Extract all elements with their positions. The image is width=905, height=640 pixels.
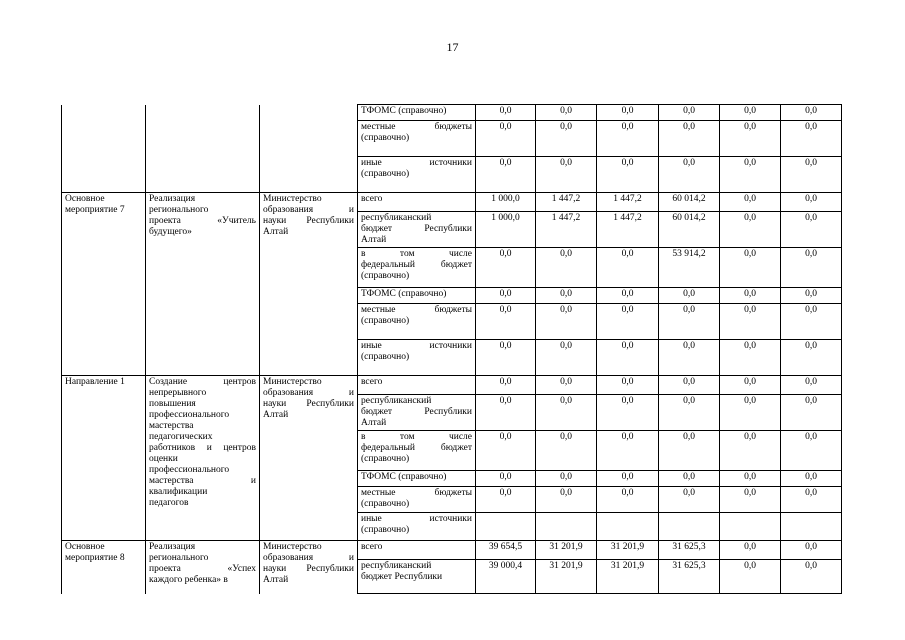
cell-text-line: (справочно) (361, 352, 410, 362)
cell-text-line: квалификации (149, 487, 208, 497)
value-cell: 1 447,2 (536, 193, 597, 212)
value-cell: 0,0 (659, 157, 720, 193)
cell-text-line: всего (361, 377, 383, 387)
value-cell: 0,0 (536, 304, 597, 340)
cell-text-line: местные бюджеты (361, 122, 472, 132)
executor-cell (260, 376, 358, 541)
cell-text-line: мероприятие 7 (65, 205, 125, 215)
value-cell (536, 513, 597, 541)
value-cell: 1 447,2 (597, 212, 659, 248)
cell-text-line: Алтай (263, 410, 289, 420)
value-cell: 0,0 (781, 471, 842, 487)
value-cell: 1 447,2 (597, 193, 659, 212)
value-cell: 0,0 (597, 395, 659, 431)
value-cell: 0,0 (781, 376, 842, 395)
cell-text-line: науки Республики (263, 399, 354, 409)
value-cell: 1 000,0 (476, 212, 536, 248)
cell-text-line: Направление 1 (65, 377, 125, 387)
cell-text-line: Министерство (263, 194, 322, 204)
value-cell: 0,0 (476, 304, 536, 340)
value-cell (781, 513, 842, 541)
value-cell: 0,0 (536, 487, 597, 513)
value-cell: 0,0 (781, 560, 842, 594)
cell-text-line: местные бюджеты (361, 305, 472, 315)
cell-text-line: ТФОМС (справочно) (361, 106, 447, 116)
source-cell (358, 431, 476, 471)
cell-text-line: образования и (263, 388, 354, 398)
value-cell: 31 201,9 (536, 541, 597, 560)
value-cell: 0,0 (597, 105, 659, 121)
cell-text-line: иные источники (361, 158, 472, 168)
cell-text-line: бюджет Республики (361, 224, 472, 234)
value-cell: 0,0 (720, 340, 781, 376)
value-cell: 0,0 (536, 340, 597, 376)
value-cell: 39 000,4 (476, 560, 536, 594)
source-cell (358, 513, 476, 541)
value-cell: 0,0 (781, 487, 842, 513)
cell-text-line: повышения (149, 399, 196, 409)
cell-text-line: ТФОМС (справочно) (361, 289, 447, 299)
cell-text-line: (справочно) (361, 525, 410, 535)
source-cell (358, 288, 476, 304)
cell-text-line: проекта «Успех (149, 564, 256, 574)
value-cell: 0,0 (720, 288, 781, 304)
value-cell: 0,0 (781, 121, 842, 157)
value-cell: 0,0 (720, 248, 781, 288)
value-cell (720, 513, 781, 541)
source-cell (358, 541, 476, 560)
value-cell: 0,0 (781, 395, 842, 431)
value-cell (476, 513, 536, 541)
event-code-cell (62, 541, 146, 594)
cell-text-line: мероприятие 8 (65, 553, 125, 563)
source-cell (358, 395, 476, 431)
value-cell: 0,0 (476, 157, 536, 193)
executor-cell (260, 541, 358, 594)
value-cell: 0,0 (536, 248, 597, 288)
value-cell: 0,0 (536, 288, 597, 304)
cell-text-line: Реализация (149, 194, 196, 204)
cell-text-line: профессионального (149, 465, 230, 475)
cell-text-line: (справочно) (361, 271, 410, 281)
empty-cell (146, 105, 260, 193)
cell-text-line: республиканский (361, 561, 432, 571)
event-name-cell (146, 541, 260, 594)
value-cell: 0,0 (536, 121, 597, 157)
cell-text-line: Алтай (361, 235, 387, 245)
table-row (62, 105, 842, 121)
value-cell: 0,0 (597, 248, 659, 288)
value-cell: 0,0 (781, 157, 842, 193)
cell-text-line: Алтай (361, 418, 387, 428)
value-cell: 0,0 (659, 487, 720, 513)
cell-text-line: федеральный бюджет (361, 443, 472, 453)
empty-cell (62, 105, 146, 193)
value-cell: 0,0 (720, 105, 781, 121)
value-cell: 31 201,9 (536, 560, 597, 594)
value-cell: 0,0 (536, 376, 597, 395)
value-cell: 0,0 (476, 431, 536, 471)
value-cell: 39 654,5 (476, 541, 536, 560)
source-cell (358, 121, 476, 157)
value-cell: 31 201,9 (597, 541, 659, 560)
cell-text-line: Министерство (263, 377, 322, 387)
cell-text-line: науки Республики (263, 216, 354, 226)
table-row (62, 193, 842, 212)
table-row (62, 376, 842, 395)
cell-text-line: республиканский (361, 396, 432, 406)
cell-text-line: каждого ребенка» в (149, 575, 228, 585)
cell-text-line: образования и (263, 205, 354, 215)
value-cell: 0,0 (476, 121, 536, 157)
cell-text-line: (справочно) (361, 454, 410, 464)
value-cell: 0,0 (597, 157, 659, 193)
value-cell: 0,0 (781, 248, 842, 288)
empty-cell (260, 105, 358, 193)
value-cell: 0,0 (597, 121, 659, 157)
cell-text-line: Основное (65, 542, 105, 552)
value-cell: 0,0 (597, 340, 659, 376)
value-cell: 0,0 (720, 395, 781, 431)
value-cell: 0,0 (476, 395, 536, 431)
value-cell: 0,0 (476, 248, 536, 288)
event-code-cell (62, 376, 146, 541)
value-cell: 0,0 (659, 288, 720, 304)
value-cell: 0,0 (720, 304, 781, 340)
value-cell: 0,0 (659, 105, 720, 121)
value-cell: 0,0 (781, 288, 842, 304)
cell-text-line: регионального (149, 553, 209, 563)
value-cell: 0,0 (476, 340, 536, 376)
value-cell: 0,0 (476, 105, 536, 121)
value-cell: 31 201,9 (597, 560, 659, 594)
cell-text-line: мастерства и (149, 476, 256, 486)
value-cell: 0,0 (720, 471, 781, 487)
value-cell: 0,0 (781, 193, 842, 212)
value-cell: 0,0 (781, 340, 842, 376)
value-cell: 0,0 (781, 212, 842, 248)
cell-text-line: профессионального (149, 410, 230, 420)
source-cell (358, 471, 476, 487)
value-cell: 0,0 (720, 212, 781, 248)
value-cell: 0,0 (536, 431, 597, 471)
source-cell (358, 376, 476, 395)
cell-text-line: Министерство (263, 542, 322, 552)
cell-text-line: в том числе (361, 432, 472, 442)
cell-text-line: Алтай (263, 575, 289, 585)
cell-text-line: образования и (263, 553, 354, 563)
cell-text-line: иные источники (361, 514, 472, 524)
cell-text-line: всего (361, 542, 383, 552)
cell-text-line: оценки (149, 454, 178, 464)
value-cell: 0,0 (659, 121, 720, 157)
value-cell (659, 513, 720, 541)
value-cell: 31 625,3 (659, 560, 720, 594)
value-cell: 0,0 (476, 288, 536, 304)
value-cell: 0,0 (659, 340, 720, 376)
cell-text-line: регионального (149, 205, 209, 215)
value-cell: 0,0 (781, 304, 842, 340)
event-name-cell (146, 193, 260, 376)
value-cell: 0,0 (781, 431, 842, 471)
cell-text-line: (справочно) (361, 169, 410, 179)
cell-text-line: Основное (65, 194, 105, 204)
source-cell (358, 105, 476, 121)
value-cell: 0,0 (720, 487, 781, 513)
cell-text-line: работников и центров (149, 443, 256, 453)
cell-text-line: проекта «Учитель (149, 216, 256, 226)
value-cell: 0,0 (476, 471, 536, 487)
page-number: 17 (446, 40, 459, 54)
source-cell (358, 487, 476, 513)
value-cell: 1 000,0 (476, 193, 536, 212)
value-cell: 0,0 (720, 431, 781, 471)
cell-text-line: республиканский (361, 213, 432, 223)
budget-table (61, 104, 842, 594)
source-cell (358, 340, 476, 376)
cell-text-line: бюджет Республики (361, 407, 472, 417)
cell-text-line: будущего» (149, 227, 192, 237)
source-cell (358, 193, 476, 212)
source-cell (358, 212, 476, 248)
source-cell (358, 560, 476, 594)
cell-text-line: иные источники (361, 341, 472, 351)
value-cell: 0,0 (536, 157, 597, 193)
cell-text-line: непрерывного (149, 388, 207, 398)
value-cell: 0,0 (720, 560, 781, 594)
value-cell: 0,0 (659, 431, 720, 471)
source-cell (358, 157, 476, 193)
value-cell: 0,0 (720, 376, 781, 395)
value-cell: 0,0 (781, 541, 842, 560)
value-cell (597, 513, 659, 541)
value-cell: 0,0 (476, 376, 536, 395)
value-cell: 60 014,2 (659, 212, 720, 248)
value-cell: 0,0 (781, 105, 842, 121)
event-name-cell (146, 376, 260, 541)
value-cell: 0,0 (720, 157, 781, 193)
event-code-cell (62, 193, 146, 376)
cell-text-line: педагогических (149, 432, 213, 442)
cell-text-line: Создание центров (149, 377, 256, 387)
cell-text-line: всего (361, 194, 383, 204)
value-cell: 53 914,2 (659, 248, 720, 288)
value-cell: 0,0 (597, 431, 659, 471)
cell-text-line: (справочно) (361, 133, 410, 143)
value-cell: 0,0 (597, 376, 659, 395)
cell-text-line: Алтай (263, 227, 289, 237)
table-row (62, 541, 842, 560)
cell-text-line: педагогов (149, 498, 189, 508)
cell-text-line: местные бюджеты (361, 488, 472, 498)
value-cell: 60 014,2 (659, 193, 720, 212)
value-cell: 0,0 (659, 395, 720, 431)
cell-text-line: Реализация (149, 542, 196, 552)
source-cell (358, 304, 476, 340)
table-body (62, 105, 842, 594)
value-cell: 0,0 (659, 471, 720, 487)
value-cell: 0,0 (720, 541, 781, 560)
value-cell: 0,0 (720, 193, 781, 212)
cell-text-line: в том числе (361, 249, 472, 259)
cell-text-line: (справочно) (361, 499, 410, 509)
cell-text-line: мастерства (149, 421, 194, 431)
value-cell: 0,0 (476, 487, 536, 513)
value-cell: 31 625,3 (659, 541, 720, 560)
cell-text-line: науки Республики (263, 564, 354, 574)
cell-text-line: ТФОМС (справочно) (361, 472, 447, 482)
value-cell: 0,0 (597, 471, 659, 487)
value-cell: 0,0 (659, 376, 720, 395)
value-cell: 0,0 (536, 395, 597, 431)
executor-cell (260, 193, 358, 376)
value-cell: 0,0 (597, 288, 659, 304)
value-cell: 0,0 (720, 121, 781, 157)
value-cell: 0,0 (536, 471, 597, 487)
value-cell: 0,0 (597, 487, 659, 513)
value-cell: 0,0 (597, 304, 659, 340)
value-cell: 0,0 (536, 105, 597, 121)
source-cell (358, 248, 476, 288)
value-cell: 1 447,2 (536, 212, 597, 248)
cell-text-line: бюджет Республики (361, 572, 443, 582)
cell-text-line: федеральный бюджет (361, 260, 472, 270)
cell-text-line: (справочно) (361, 316, 410, 326)
value-cell: 0,0 (659, 304, 720, 340)
